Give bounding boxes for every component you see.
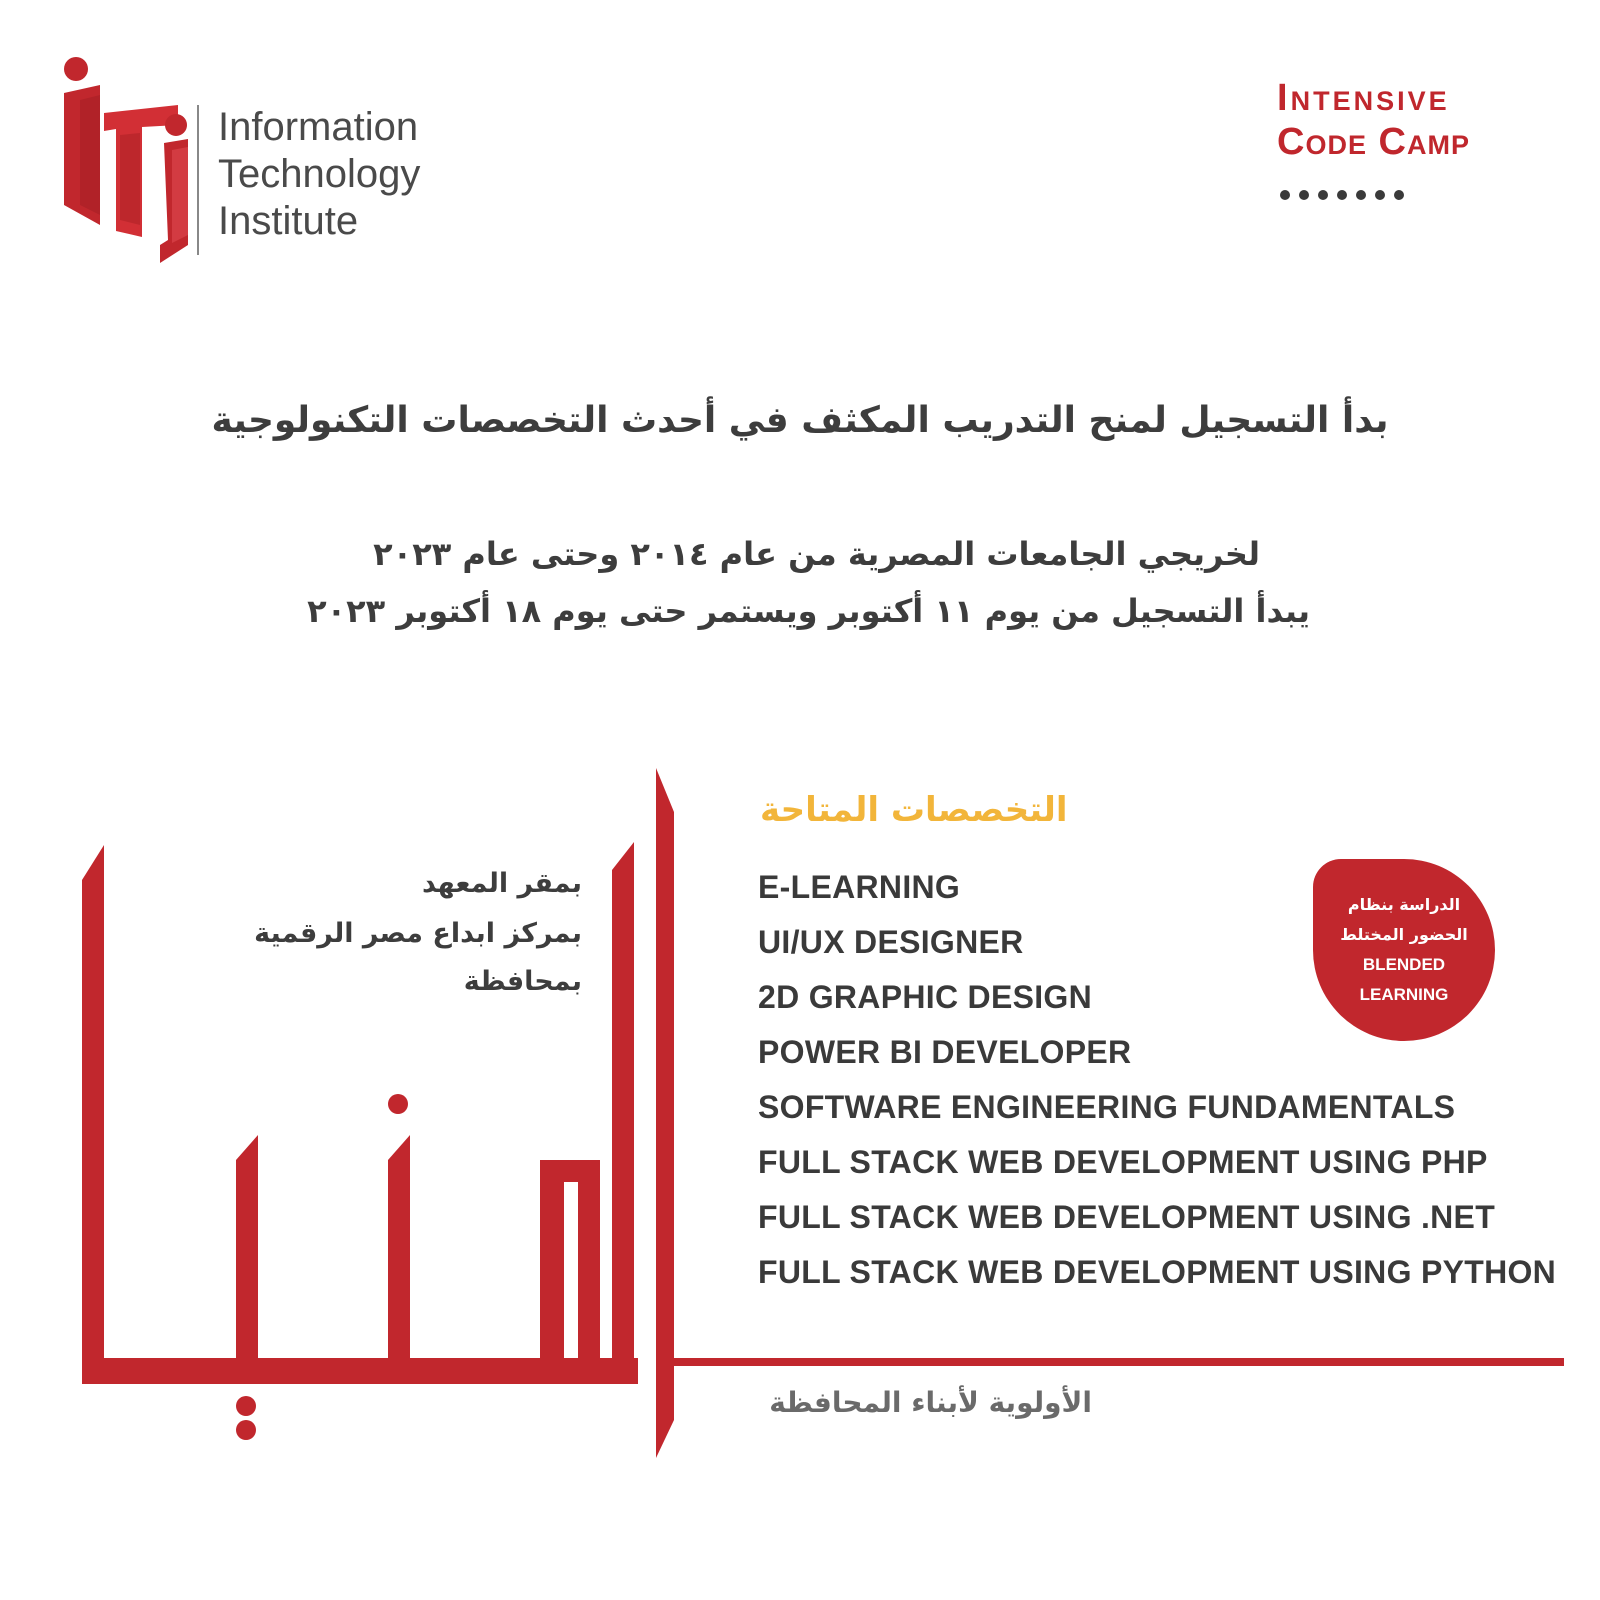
specialties-title: التخصصات المتاحة xyxy=(760,790,1068,830)
code-camp-title xyxy=(1277,76,1470,164)
logo-line-information: Information xyxy=(218,105,419,149)
badge-line-2: الحضور المختلط xyxy=(1340,925,1468,944)
list-item: SOFTWARE ENGINEERING FUNDAMENTALS xyxy=(758,1089,1456,1125)
badge-line-4: LEARNING xyxy=(1359,985,1449,1004)
list-item: FULL STACK WEB DEVELOPMENT USING PYTHON xyxy=(758,1254,1557,1290)
location-creativity-center: بمركز ابداع مصر الرقمية xyxy=(254,918,582,949)
logo-line-institute: Institute xyxy=(218,199,359,243)
headline: بدأ التسجيل لمنح التدريب المكثف في أحدث التخصصات التكنولوجية xyxy=(211,400,1389,441)
list-item: 2D GRAPHIC DESIGN xyxy=(758,979,1093,1015)
blended-learning-badge xyxy=(1313,859,1495,1041)
list-item: FULL STACK WEB DEVELOPMENT USING PHP xyxy=(758,1144,1488,1180)
badge-line-3: BLENDED xyxy=(1362,955,1446,974)
governorate-name: المنيا xyxy=(0,0,3,1)
camp-line-1: Intensive xyxy=(1277,77,1450,119)
camp-line-2: Code Camp xyxy=(1277,121,1470,163)
iti-logo-icon xyxy=(60,55,200,265)
list-item: POWER BI DEVELOPER xyxy=(758,1034,1132,1070)
priority-note: الأولوية لأبناء المحافظة xyxy=(769,1386,1092,1419)
location-institute: بمقر المعهد xyxy=(421,868,582,899)
logo-line-technology: Technology xyxy=(218,152,421,196)
list-item: E-LEARNING xyxy=(758,869,961,905)
list-item: FULL STACK WEB DEVELOPMENT USING .NET xyxy=(758,1199,1496,1235)
registration-dates-text: يبدأ التسجيل من يوم ١١ أكتوبر ويستمر حتى يوم ١٨ أكتوبر ٢٠٢٣ xyxy=(307,592,1310,630)
location-governorate: بمحافظة xyxy=(463,966,582,997)
eligibility-text: لخريجي الجامعات المصرية من عام ٢٠١٤ وحتى عام ٢٠٢٣ xyxy=(373,535,1260,573)
badge-line-1: الدراسة بنظام xyxy=(1347,895,1461,914)
dots-decoration xyxy=(1280,190,1404,200)
logo-wordmark xyxy=(218,104,420,245)
list-item: UI/UX DESIGNER xyxy=(758,924,1024,960)
